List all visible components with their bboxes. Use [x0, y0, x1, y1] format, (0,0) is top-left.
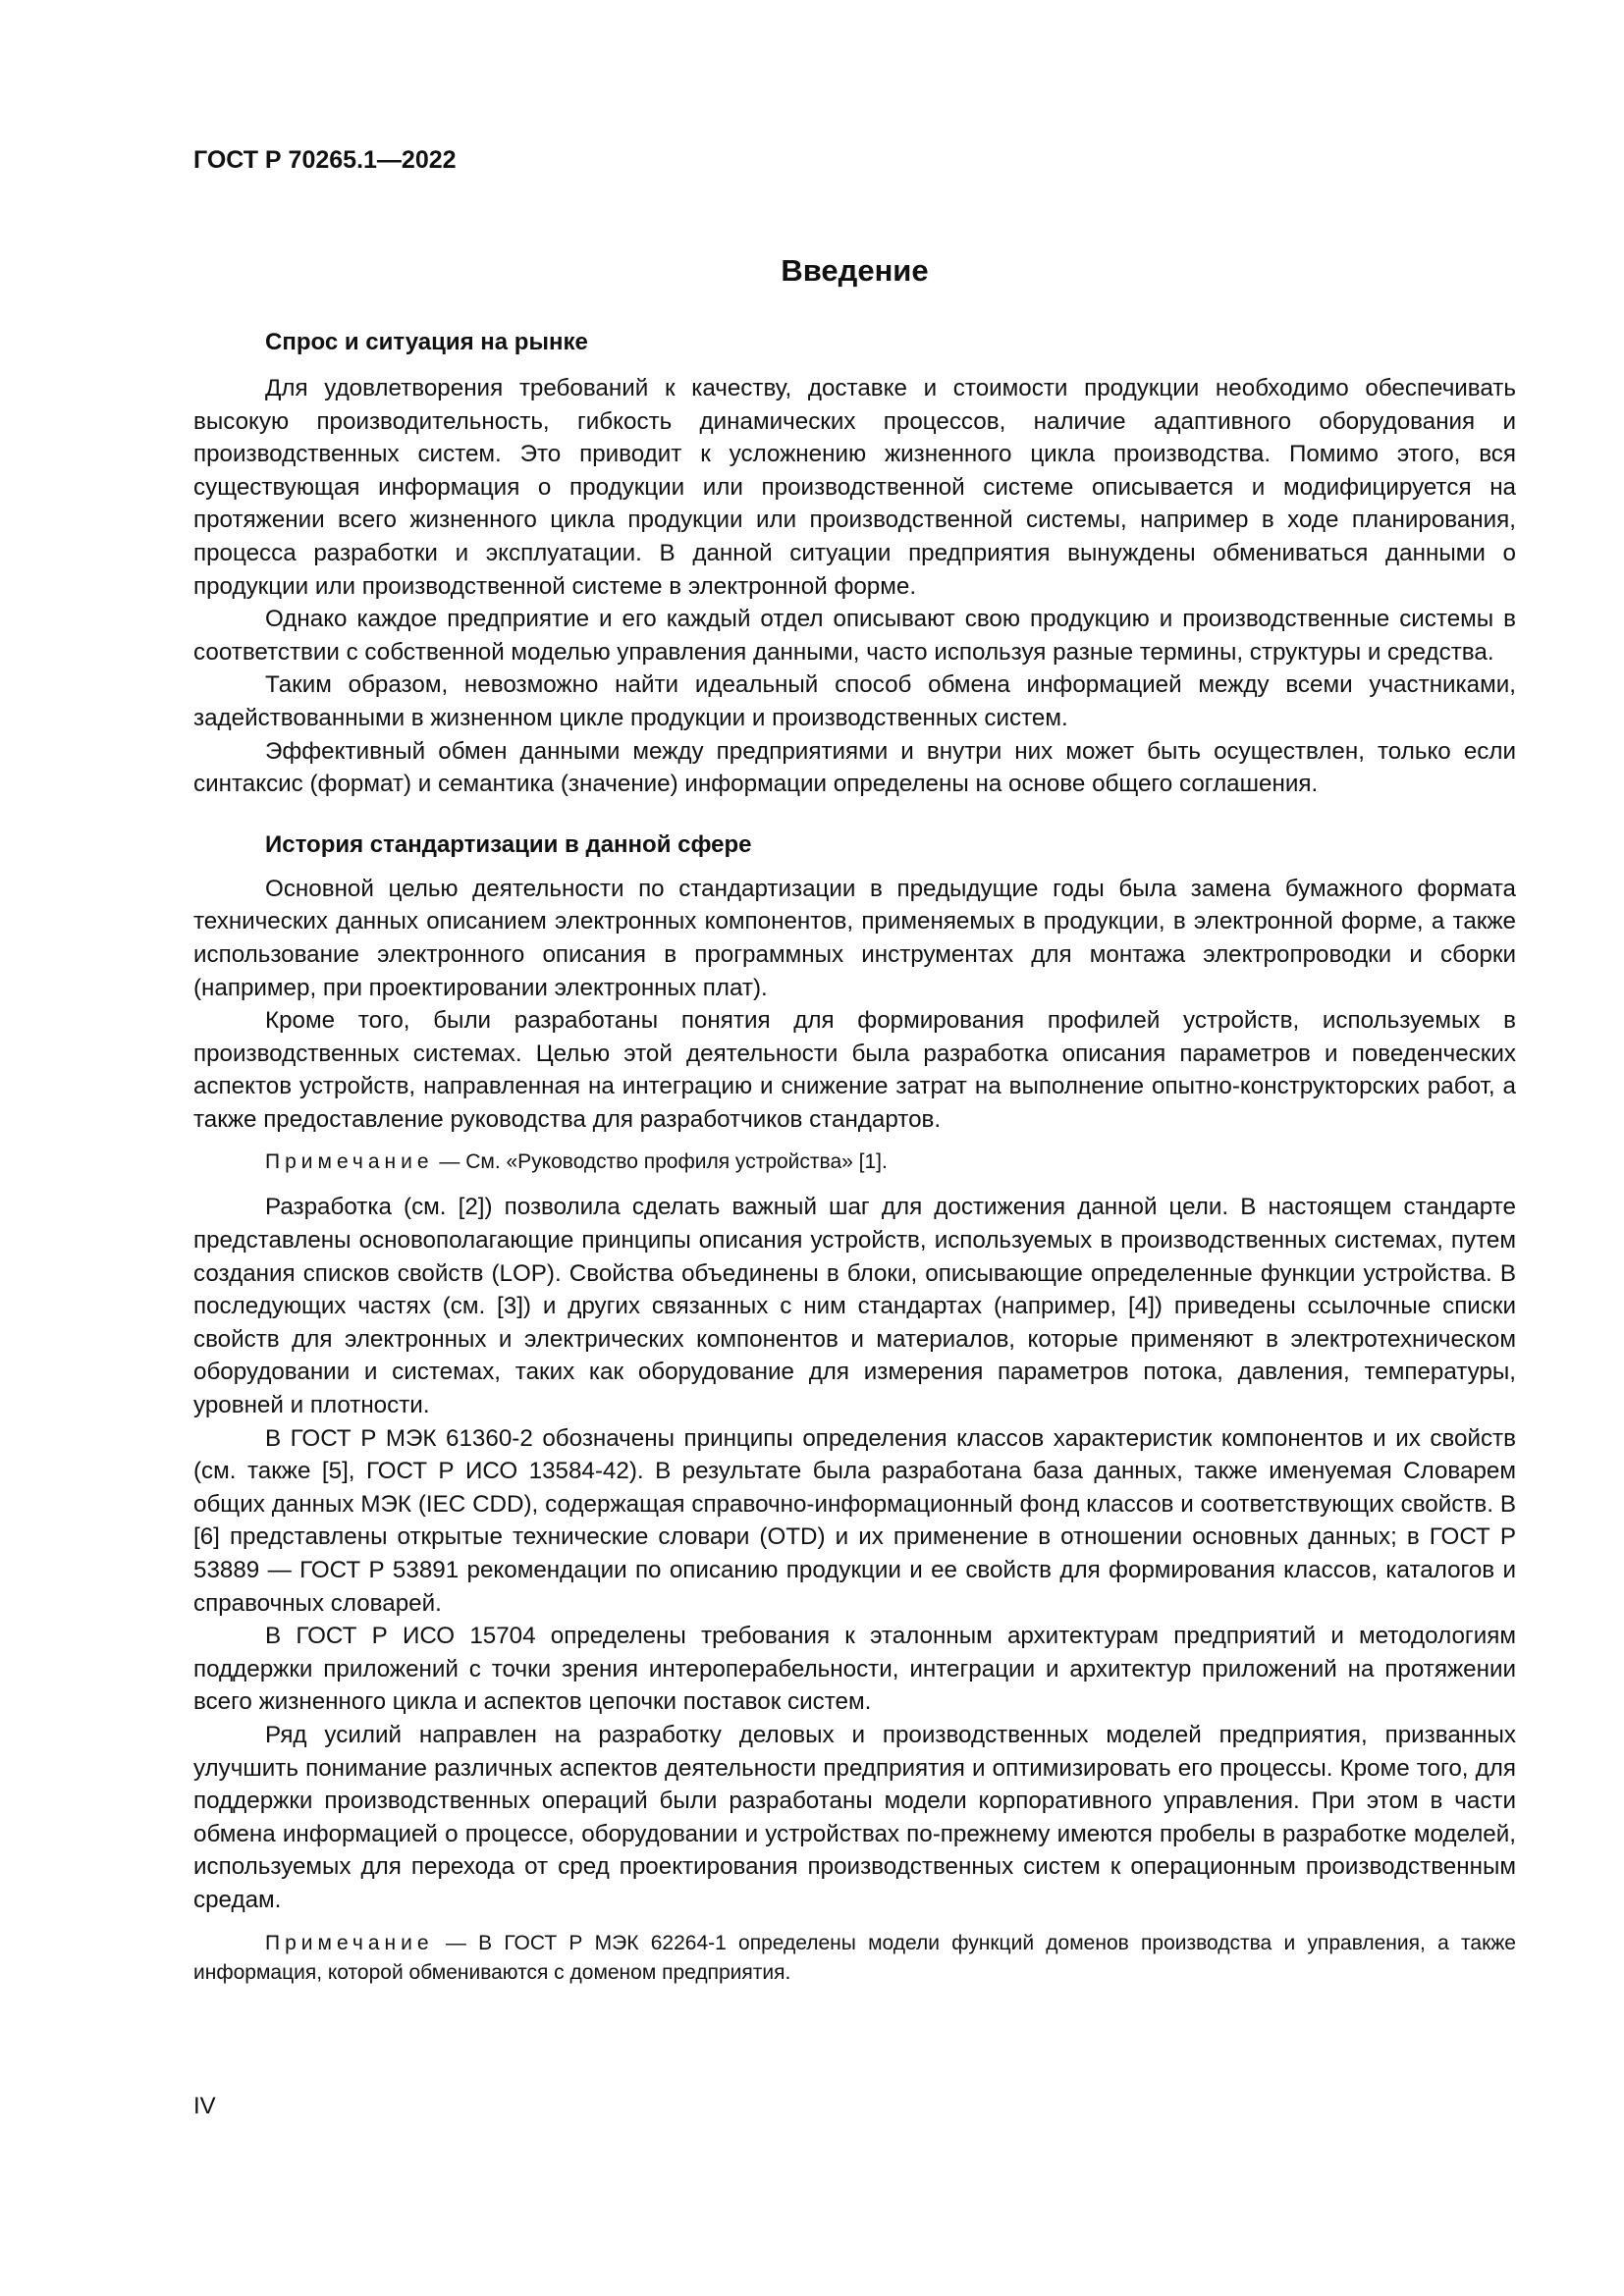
paragraph: Эффективный обмен данными между предприятиями и внутри них может быть осуществлен, только если синтаксис (формат) и семантика (значение) информации определены на основе общего соглашения.	[193, 737, 1516, 798]
section-heading-history: История стандартизации в данной сфере	[265, 830, 752, 858]
note	[193, 1929, 1516, 1988]
paragraph: Основной целью деятельности по стандартизации в предыдущие годы была замена бумажного формата технических данных описанием электронных компонентов, применяемых в продукции, в электронной форме, а также использование электронного описания в программных инструментах для монтажа электропроводки и сборки (например, при проектировании электронных плат).	[193, 875, 1516, 1001]
page-number: IV	[193, 2093, 216, 2119]
paragraph: В ГОСТ Р МЭК 61360-2 обозначены принципы определения классов характеристик компонентов и их свойств (см. также [5], ГОСТ Р ИСО 13584-42). В результате была разработана база данных, также именуемая Словарем общих данных МЭК (IEC CDD), содержащая справочно-информационный фонд классов и соответствующих свойств. В [6] представлены открытые технические словари (OTD) и их применение в отношении основных данных; в ГОСТ Р 53889 — ГОСТ Р 53891 рекомендации по описанию продукции и ее свойств для формирования классов, каталогов и справочных словарей.	[193, 1424, 1516, 1617]
note-label: Примечание	[265, 1150, 434, 1174]
page-title: Введение	[781, 253, 929, 288]
paragraph: Для удовлетворения требований к качеству, доставке и стоимости продукции необходимо обеспечивать высокую производительность, гибкость динамических процессов, наличие адаптивного оборудования и производственных систем. Это приводит к усложнению жизненного цикла производства. Помимо этого, вся существующая информация о продукции или производственной системе описывается и модифицируется на протяжении всего жизненного цикла продукции или производственной системы, например в ходе планирования, процесса разработки и эксплуатации. В данной ситуации предприятия вынуждены обмениваться данными о продукции или производственной системе в электронной форме.	[193, 375, 1516, 600]
paragraph: Ряд усилий направлен на разработку деловых и производственных моделей предприятия, призванных улучшить понимание различных аспектов деятельности предприятия и оптимизировать его процессы. Кроме того, для поддержки производственных операций были разработаны модели корпоративного управления. При этом в части обмена информацией о процессе, оборудовании и устройствах по-прежнему имеются пробелы в разработке моделей, используемых для перехода от сред проектирования производственных систем к операционным производственным средам.	[193, 1721, 1516, 1913]
note-text: — См. «Руководство профиля устройства» [1].	[433, 1150, 888, 1174]
document-id: ГОСТ Р 70265.1—2022	[193, 146, 457, 174]
note-label: Примечание	[265, 1931, 434, 1954]
paragraph: Кроме того, были разработаны понятия для формирования профилей устройств, используемых в производственных системах. Целью этой деятельности была разработка описания параметров и поведенческих аспектов устройств, направленная на интеграцию и снижение затрат на выполнение опытно-конструкторских работ, а также предоставление руководства для разработчиков стандартов.	[193, 1007, 1516, 1133]
note	[193, 1148, 1516, 1177]
paragraph: Разработка (см. [2]) позволила сделать важный шаг для достижения данной цели. В настоящем стандарте представлены основополагающие принципы описания устройств, используемых в производственных системах, путем создания списков свойств (LOP). Свойства объединены в блоки, описывающие определенные функции устройства. В последующих частях (см. [3]) и других связанных с ним стандартах (например, [4]) приведены ссылочные списки свойств для электронных и электрических компонентов и материалов, которые применяют в электротехническом оборудовании и системах, таких как оборудование для измерения параметров потока, давления, температуры, уровней и плотности.	[193, 1194, 1516, 1419]
paragraph: В ГОСТ Р ИСО 15704 определены требования к эталонным архитектурам предприятий и методологиям поддержки приложений с точки зрения интероперабельности, интеграции и архитектур приложений на протяжении всего жизненного цикла и аспектов цепочки поставок систем.	[193, 1623, 1516, 1716]
document-page	[193, 145, 1516, 2002]
paragraph: Таким образом, невозможно найти идеальный способ обмена информацией между всеми участниками, задействованными в жизненном цикле продукции и производственных систем.	[193, 671, 1516, 731]
section-heading-market: Спрос и ситуация на рынке	[265, 329, 588, 355]
note-text: — В ГОСТ Р МЭК 62264-1 определены модели функций доменов производства и управления, а также информация, которой обмениваются с доменом предприятия.	[193, 1931, 1516, 1984]
paragraph: Однако каждое предприятие и его каждый отдел описывают свою продукцию и производственные системы в соответствии с собственной моделью управления данными, часто используя разные термины, структуры и средства.	[193, 606, 1516, 666]
